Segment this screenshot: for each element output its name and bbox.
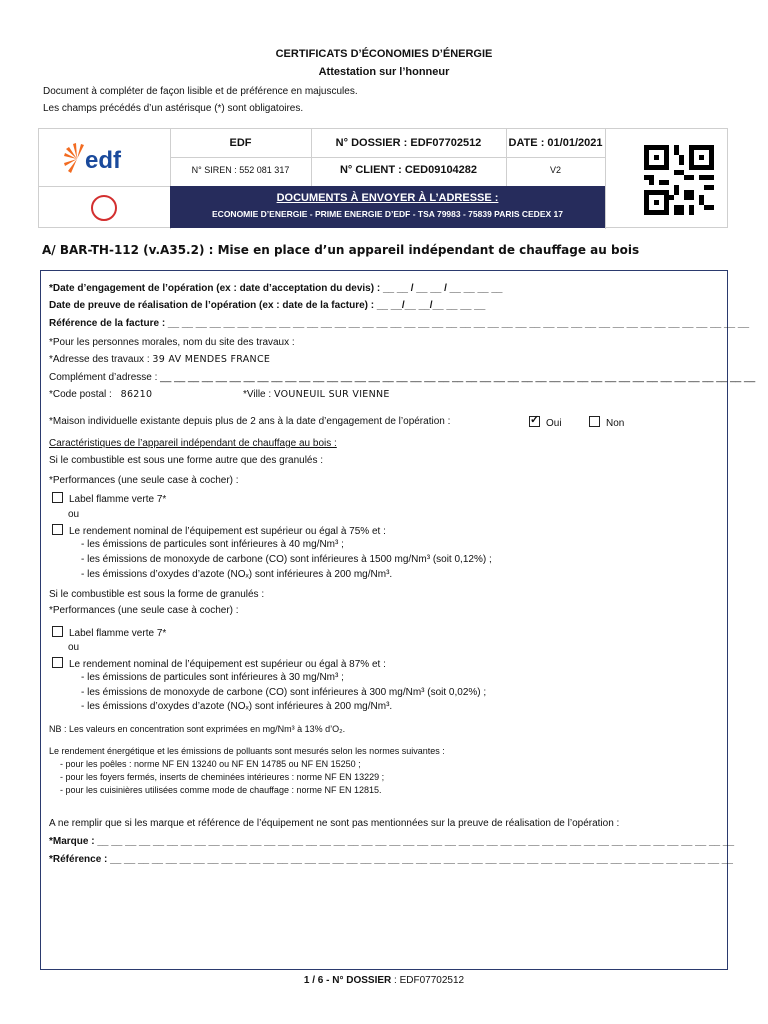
non-option[interactable] — [589, 416, 624, 429]
section-title: A/ BAR-TH-112 (v.A35.2) : Mise en place d’un appareil indépendant de chauffage au bois — [42, 243, 640, 257]
reference-field[interactable]: *Référence : __ __ __ __ __ __ __ __ __ __ __ __ __ __ __ __ __ __ __ __ __ __ __ __ __ __ __ __ __ __ __ __ __ __ __ __ __ __ __ __ __ __ __ __ __ — [49, 854, 733, 865]
normes-intro: Le rendement énergétique et les émissions de polluants sont mesurés selon les normes suivantes : — [49, 746, 445, 756]
rendement-1-label: Le rendement nominal de l’équipement est supérieur ou égal à 75% et : — [69, 526, 386, 537]
footer-dossier: : EDF07702512 — [391, 975, 465, 986]
emission-1c: - les émissions d’oxydes d’azote (NOₓ) sont inférieures à 200 mg/Nm³. — [81, 569, 393, 580]
ville-field[interactable] — [243, 389, 390, 400]
date-preuve-field[interactable]: Date de preuve de réalisation de l’opération (ex : date de la facture) : __ __/__ __/__ __ __ __ — [49, 300, 486, 311]
non-label: Non — [606, 418, 625, 429]
document-title: CERTIFICATS D’ÉCONOMIES D’ÉNERGIE — [275, 48, 493, 60]
adresse-field[interactable] — [49, 354, 270, 365]
dossier-date: DATE : 01/01/2021 — [508, 137, 603, 149]
qr-code — [644, 145, 714, 215]
norme-foyers: - pour les foyers fermés, inserts de cheminées intérieures : norme NF EN 13229 ; — [60, 772, 385, 782]
cp-value: 86210 — [120, 389, 153, 400]
rendement-2-label: Le rendement nominal de l’équipement est supérieur ou égal à 87% et : — [69, 659, 386, 670]
code-postal-field[interactable] — [49, 389, 152, 400]
document-subtitle: Attestation sur l’honneur — [318, 66, 450, 78]
svg-text:edf: edf — [85, 147, 121, 174]
date-engagement-field[interactable]: *Date d’engagement de l’opération (ex : date d’acceptation du devis) : __ __ / __ __ / __ __ __ __ — [49, 283, 503, 294]
remplir-note: A ne remplir que si les marque et référence de l’équipement ne sont pas mentionnées sur la preuve de réalisation de l’opération : — [49, 818, 620, 829]
docs-address: ECONOMIE D’ENERGIE - PRIME ENERGIE D’EDF - TSA 79983 - 75839 PARIS CEDEX 17 — [212, 209, 563, 219]
label-flamme-2[interactable] — [52, 626, 166, 639]
emission-2c: - les émissions d’oxydes d’azote (NOₓ) sont inférieures à 200 mg/Nm³. — [81, 701, 393, 712]
header-table — [38, 128, 728, 228]
maison-question: *Maison individuelle existante depuis plus de 2 ans à la date d’engagement de l’opération : — [49, 416, 451, 427]
oui-label: Oui — [546, 418, 562, 429]
client-number: N° CLIENT : CED09104282 — [339, 164, 478, 176]
combustible-granules: Si le combustible est sous la forme de granulés : — [49, 589, 265, 600]
marque-field[interactable]: *Marque : __ __ __ __ __ __ __ __ __ __ __ __ __ __ __ __ __ __ __ __ __ __ __ __ __ __ __ __ __ __ __ __ __ __ __ __ __ __ __ __ __ __ __ __ __ __ — [49, 836, 735, 847]
performances-2: *Performances (une seule case à cocher) : — [49, 605, 239, 616]
address-banner — [170, 186, 605, 228]
rendement-1-checkbox[interactable] — [52, 524, 63, 535]
combustible-autre: Si le combustible est sous une forme autre que des granulés : — [49, 455, 324, 466]
intro-line-2: Les champs précédés d’un astérisque (*) sont obligatoires. — [43, 103, 304, 114]
non-checkbox[interactable] — [589, 416, 600, 427]
siren-number: N° SIREN : 552 081 317 — [191, 165, 290, 175]
label-flamme-2-checkbox[interactable] — [52, 626, 63, 637]
ville-value: VOUNEUIL SUR VIENNE — [273, 389, 390, 400]
oui-option[interactable] — [529, 416, 562, 429]
company-name: EDF — [229, 137, 252, 149]
rendement-1[interactable] — [52, 524, 386, 537]
nb-note: NB : Les valeurs en concentration sont exprimées en mg/Nm³ à 13% d’O₂. — [49, 724, 346, 734]
emission-2a: - les émissions de particules sont inférieures à 30 mg/Nm³ ; — [81, 672, 344, 683]
oui-checkbox[interactable] — [529, 416, 540, 427]
docs-title: DOCUMENTS À ENVOYER À L’ADRESSE : — [276, 192, 499, 204]
emission-1b: - les émissions de monoxyde de carbone (CO) sont inférieures à 1500 mg/Nm³ (soit 0,12%) ; — [81, 554, 492, 565]
carac-title: Caractéristiques de l’appareil indépendant de chauffage au bois : — [49, 438, 337, 449]
label-flamme-1-checkbox[interactable] — [52, 492, 63, 503]
version-label: V2 — [549, 165, 561, 175]
page-footer — [0, 975, 768, 986]
adresse-value: 39 AV MENDES FRANCE — [152, 354, 271, 365]
emission-2b: - les émissions de monoxyde de carbone (CO) sont inférieures à 300 mg/Nm³ (soit 0,02%) ; — [81, 687, 487, 698]
label-flamme-1[interactable] — [52, 492, 166, 505]
intro-line-1: Document à compléter de façon lisible et de préférence en majuscules. — [43, 86, 358, 97]
norme-poeles: - pour les poêles : norme NF EN 13240 ou NF EN 14785 ou NF EN 15250 ; — [60, 759, 361, 769]
adresse-label: *Adresse des travaux : — [49, 354, 153, 365]
rendement-2-checkbox[interactable] — [52, 657, 63, 668]
ou-2: ou — [68, 642, 80, 653]
label-flamme-2-label: Label flamme verte 7* — [69, 628, 167, 639]
label-flamme-1-label: Label flamme verte 7* — [69, 494, 167, 505]
ref-facture-field[interactable]: Référence de la facture : __ __ __ __ __ __ __ __ __ __ __ __ __ __ __ __ __ __ __ __ __ __ __ __ __ __ __ __ __ __ __ __ __ __ __ __ __ __ __ __ __ __ — [49, 318, 750, 329]
complement-field[interactable]: Complément d’adresse : __ __ __ __ __ __ __ __ __ __ __ __ __ __ __ __ __ __ __ __ __ __ __ __ __ __ __ __ __ __ __ __ __ __ __ __ __ __ __ __ __ __ __ — [49, 372, 756, 383]
edf-logo — [57, 139, 157, 179]
dossier-number: N° DOSSIER : EDF07702512 — [335, 137, 482, 149]
ou-1: ou — [68, 509, 80, 520]
cp-label: *Code postal : — [49, 389, 115, 400]
red-circle-mark — [91, 195, 117, 221]
rendement-2[interactable] — [52, 657, 386, 670]
performances-1: *Performances (une seule case à cocher) : — [49, 475, 239, 486]
emission-1a: - les émissions de particules sont inférieures à 40 mg/Nm³ ; — [81, 539, 344, 550]
ville-label: *Ville : — [243, 389, 274, 400]
personnes-morales-field[interactable]: *Pour les personnes morales, nom du site des travaux : — [49, 337, 295, 348]
footer-page: 1 / 6 - N° DOSSIER — [303, 975, 392, 986]
norme-cuisinieres: - pour les cuisinières utilisées comme mode de chauffage : norme NF EN 12815. — [60, 785, 382, 795]
